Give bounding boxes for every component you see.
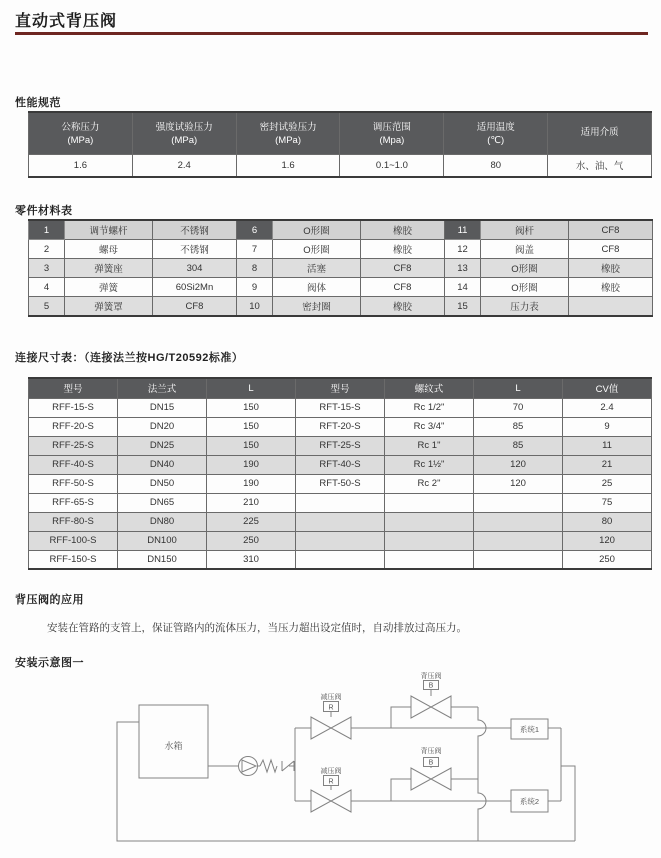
column-header: 公称压力 (MPa): [29, 112, 133, 154]
reducing-valve-label-1: 减压阀: [320, 694, 342, 701]
application-body: 安装在管路的支管上，保证管路内的流体压力，当压力超出设定值时，自动排放过高压力。: [47, 622, 467, 634]
table-cell: [385, 550, 474, 569]
diagram-heading: 安装示意图一: [15, 657, 84, 669]
table-row: [29, 240, 653, 259]
table-cell: 1.6: [236, 154, 340, 177]
table-cell: 70: [474, 398, 563, 417]
table-row: [29, 531, 652, 550]
table-cell: 150: [207, 398, 296, 417]
table-cell: Rc 1½": [385, 455, 474, 474]
table-cell: 11: [445, 220, 481, 240]
table-cell: 0.1~1.0: [340, 154, 444, 177]
application-heading: 背压阀的应用: [15, 594, 84, 606]
title-rule: [15, 32, 648, 35]
table-cell: [296, 512, 385, 531]
table-row: [29, 550, 652, 569]
column-header: 调压范围 (Mpa): [340, 112, 444, 154]
performance-heading: 性能规范: [15, 97, 61, 109]
column-header: 型号: [29, 378, 118, 398]
table-cell: RFT-50-S: [296, 474, 385, 493]
table-cell: 21: [563, 455, 652, 474]
table-cell: 1.6: [29, 154, 133, 177]
table-cell: 15: [445, 297, 481, 317]
table-cell: 80: [563, 512, 652, 531]
table-cell: CF8: [569, 220, 653, 240]
table-cell: RFT-25-S: [296, 436, 385, 455]
table-cell: 85: [474, 436, 563, 455]
table-cell: 活塞: [273, 259, 361, 278]
table-cell: RFF-20-S: [29, 417, 118, 436]
table-row: [29, 493, 652, 512]
table-cell: RFF-25-S: [29, 436, 118, 455]
table-cell: DN40: [118, 455, 207, 474]
column-header: 螺纹式: [385, 378, 474, 398]
column-header: L: [207, 378, 296, 398]
table-cell: 橡胶: [569, 259, 653, 278]
table-cell: RFF-150-S: [29, 550, 118, 569]
table-cell: 调节螺杆: [65, 220, 153, 240]
column-header: L: [474, 378, 563, 398]
table-cell: 阀盖: [481, 240, 569, 259]
table-cell: DN25: [118, 436, 207, 455]
table-cell: [296, 531, 385, 550]
table-cell: [385, 493, 474, 512]
table-cell: 2.4: [132, 154, 236, 177]
column-header: 密封试验压力 (MPa): [236, 112, 340, 154]
table-row: [29, 297, 653, 317]
table-cell: Rc 1/2": [385, 398, 474, 417]
table-cell: 2.4: [563, 398, 652, 417]
table-cell: RFF-50-S: [29, 474, 118, 493]
table-cell: DN100: [118, 531, 207, 550]
table-cell: 弹簧: [65, 278, 153, 297]
reducing-valve-tag-1: R: [328, 704, 334, 712]
table-cell: 10: [237, 297, 273, 317]
reducing-valve-icon-2: [311, 790, 351, 812]
table-cell: 3: [29, 259, 65, 278]
table-cell: O形圈: [273, 240, 361, 259]
table-row: [29, 436, 652, 455]
flex-joint-icon: [260, 760, 277, 772]
system1-label: 系统1: [519, 725, 540, 734]
table-cell: [474, 512, 563, 531]
table-cell: [296, 550, 385, 569]
table-cell: [569, 297, 653, 317]
table-cell: 190: [207, 474, 296, 493]
table-cell: 阀杆: [481, 220, 569, 240]
table-cell: 120: [474, 455, 563, 474]
table-cell: 85: [474, 417, 563, 436]
table-cell: 150: [207, 417, 296, 436]
table-cell: 25: [563, 474, 652, 493]
table-header-row: [29, 112, 652, 154]
table-cell: 橡胶: [361, 297, 445, 317]
table-cell: [474, 550, 563, 569]
performance-table: [28, 111, 652, 178]
table-cell: O形圈: [481, 259, 569, 278]
table-cell: RFF-100-S: [29, 531, 118, 550]
table-cell: Rc 2": [385, 474, 474, 493]
table-cell: 不锈钢: [153, 240, 237, 259]
table-cell: 11: [563, 436, 652, 455]
reducing-valve-tag-2: R: [328, 778, 334, 786]
column-header: 适用温度 (℃): [444, 112, 548, 154]
table-cell: 9: [563, 417, 652, 436]
back-pressure-valve-icon-2: [411, 768, 451, 790]
table-cell: DN65: [118, 493, 207, 512]
table-cell: 12: [445, 240, 481, 259]
table-cell: CF8: [569, 240, 653, 259]
table-cell: 橡胶: [569, 278, 653, 297]
back-pressure-valve-icon-1: [411, 696, 451, 718]
column-header: 适用介质: [548, 112, 652, 154]
table-cell: 310: [207, 550, 296, 569]
back-pressure-valve-tag-1: B: [428, 682, 434, 690]
table-cell: 190: [207, 455, 296, 474]
table-cell: [296, 493, 385, 512]
table-cell: [385, 531, 474, 550]
column-header: 强度试验压力 (MPa): [132, 112, 236, 154]
table-row: [29, 259, 653, 278]
table-cell: 120: [474, 474, 563, 493]
table-cell: DN50: [118, 474, 207, 493]
table-cell: 250: [563, 550, 652, 569]
table-cell: DN15: [118, 398, 207, 417]
tank-label: 水箱: [164, 741, 183, 751]
table-cell: CF8: [361, 259, 445, 278]
table-cell: RFT-15-S: [296, 398, 385, 417]
table-cell: 阀体: [273, 278, 361, 297]
table-cell: RFT-20-S: [296, 417, 385, 436]
dimensions-table: [28, 377, 652, 570]
column-header: 法兰式: [118, 378, 207, 398]
table-cell: CF8: [153, 297, 237, 317]
back-pressure-valve-label-1: 背压阀: [420, 673, 442, 680]
table-cell: [385, 512, 474, 531]
table-cell: 210: [207, 493, 296, 512]
table-cell: 304: [153, 259, 237, 278]
system2-label: 系统2: [519, 797, 540, 806]
table-cell: DN80: [118, 512, 207, 531]
table-cell: [474, 531, 563, 550]
table-cell: 弹簧罩: [65, 297, 153, 317]
reducing-valve-icon-1: [311, 717, 351, 739]
table-cell: Rc 3/4": [385, 417, 474, 436]
table-cell: 250: [207, 531, 296, 550]
table-row: [29, 220, 653, 240]
table-row: [29, 398, 652, 417]
table-cell: 不锈钢: [153, 220, 237, 240]
materials-heading: 零件材料表: [15, 205, 73, 217]
table-cell: 8: [237, 259, 273, 278]
pump-icon: [239, 757, 258, 776]
reducing-valve-label-2: 减压阀: [320, 768, 342, 775]
table-cell: 水、油、气: [548, 154, 652, 177]
table-cell: 弹簧座: [65, 259, 153, 278]
table-cell: CF8: [361, 278, 445, 297]
table-cell: RFF-40-S: [29, 455, 118, 474]
table-cell: 2: [29, 240, 65, 259]
table-cell: 7: [237, 240, 273, 259]
table-cell: 80: [444, 154, 548, 177]
table-cell: 120: [563, 531, 652, 550]
table-cell: 5: [29, 297, 65, 317]
table-cell: 4: [29, 278, 65, 297]
table-row: [29, 278, 653, 297]
table-cell: DN20: [118, 417, 207, 436]
table-cell: DN150: [118, 550, 207, 569]
back-pressure-valve-tag-2: B: [428, 759, 434, 767]
column-header: CV值: [563, 378, 652, 398]
table-cell: RFF-80-S: [29, 512, 118, 531]
table-header-row: [29, 378, 652, 398]
table-cell: [474, 493, 563, 512]
back-pressure-valve-label-2: 背压阀: [420, 748, 442, 755]
bypass-return-pipe: [478, 707, 486, 841]
page-title: 直动式背压阀: [15, 13, 118, 30]
table-cell: RFF-15-S: [29, 398, 118, 417]
table-cell: 225: [207, 512, 296, 531]
column-header: 型号: [296, 378, 385, 398]
table-row: [29, 474, 652, 493]
table-row: [29, 512, 652, 531]
table-cell: O形圈: [273, 220, 361, 240]
table-row: [29, 455, 652, 474]
table-row: [29, 417, 652, 436]
table-cell: RFF-65-S: [29, 493, 118, 512]
table-cell: 75: [563, 493, 652, 512]
table-cell: O形圈: [481, 278, 569, 297]
table-cell: RFT-40-S: [296, 455, 385, 474]
table-cell: 14: [445, 278, 481, 297]
dimensions-heading: 连接尺寸表：（连接法兰按HG/T20592标准）: [15, 352, 244, 364]
materials-table: [28, 219, 653, 317]
table-cell: Rc 1": [385, 436, 474, 455]
table-cell: 9: [237, 278, 273, 297]
table-cell: 橡胶: [361, 220, 445, 240]
table-cell: 橡胶: [361, 240, 445, 259]
installation-diagram: [0, 668, 661, 858]
table-cell: 60Si2Mn: [153, 278, 237, 297]
table-cell: 13: [445, 259, 481, 278]
table-cell: 压力表: [481, 297, 569, 317]
table-cell: 1: [29, 220, 65, 240]
table-cell: 螺母: [65, 240, 153, 259]
table-cell: 密封圈: [273, 297, 361, 317]
table-row: [29, 154, 652, 177]
table-cell: 6: [237, 220, 273, 240]
table-cell: 150: [207, 436, 296, 455]
